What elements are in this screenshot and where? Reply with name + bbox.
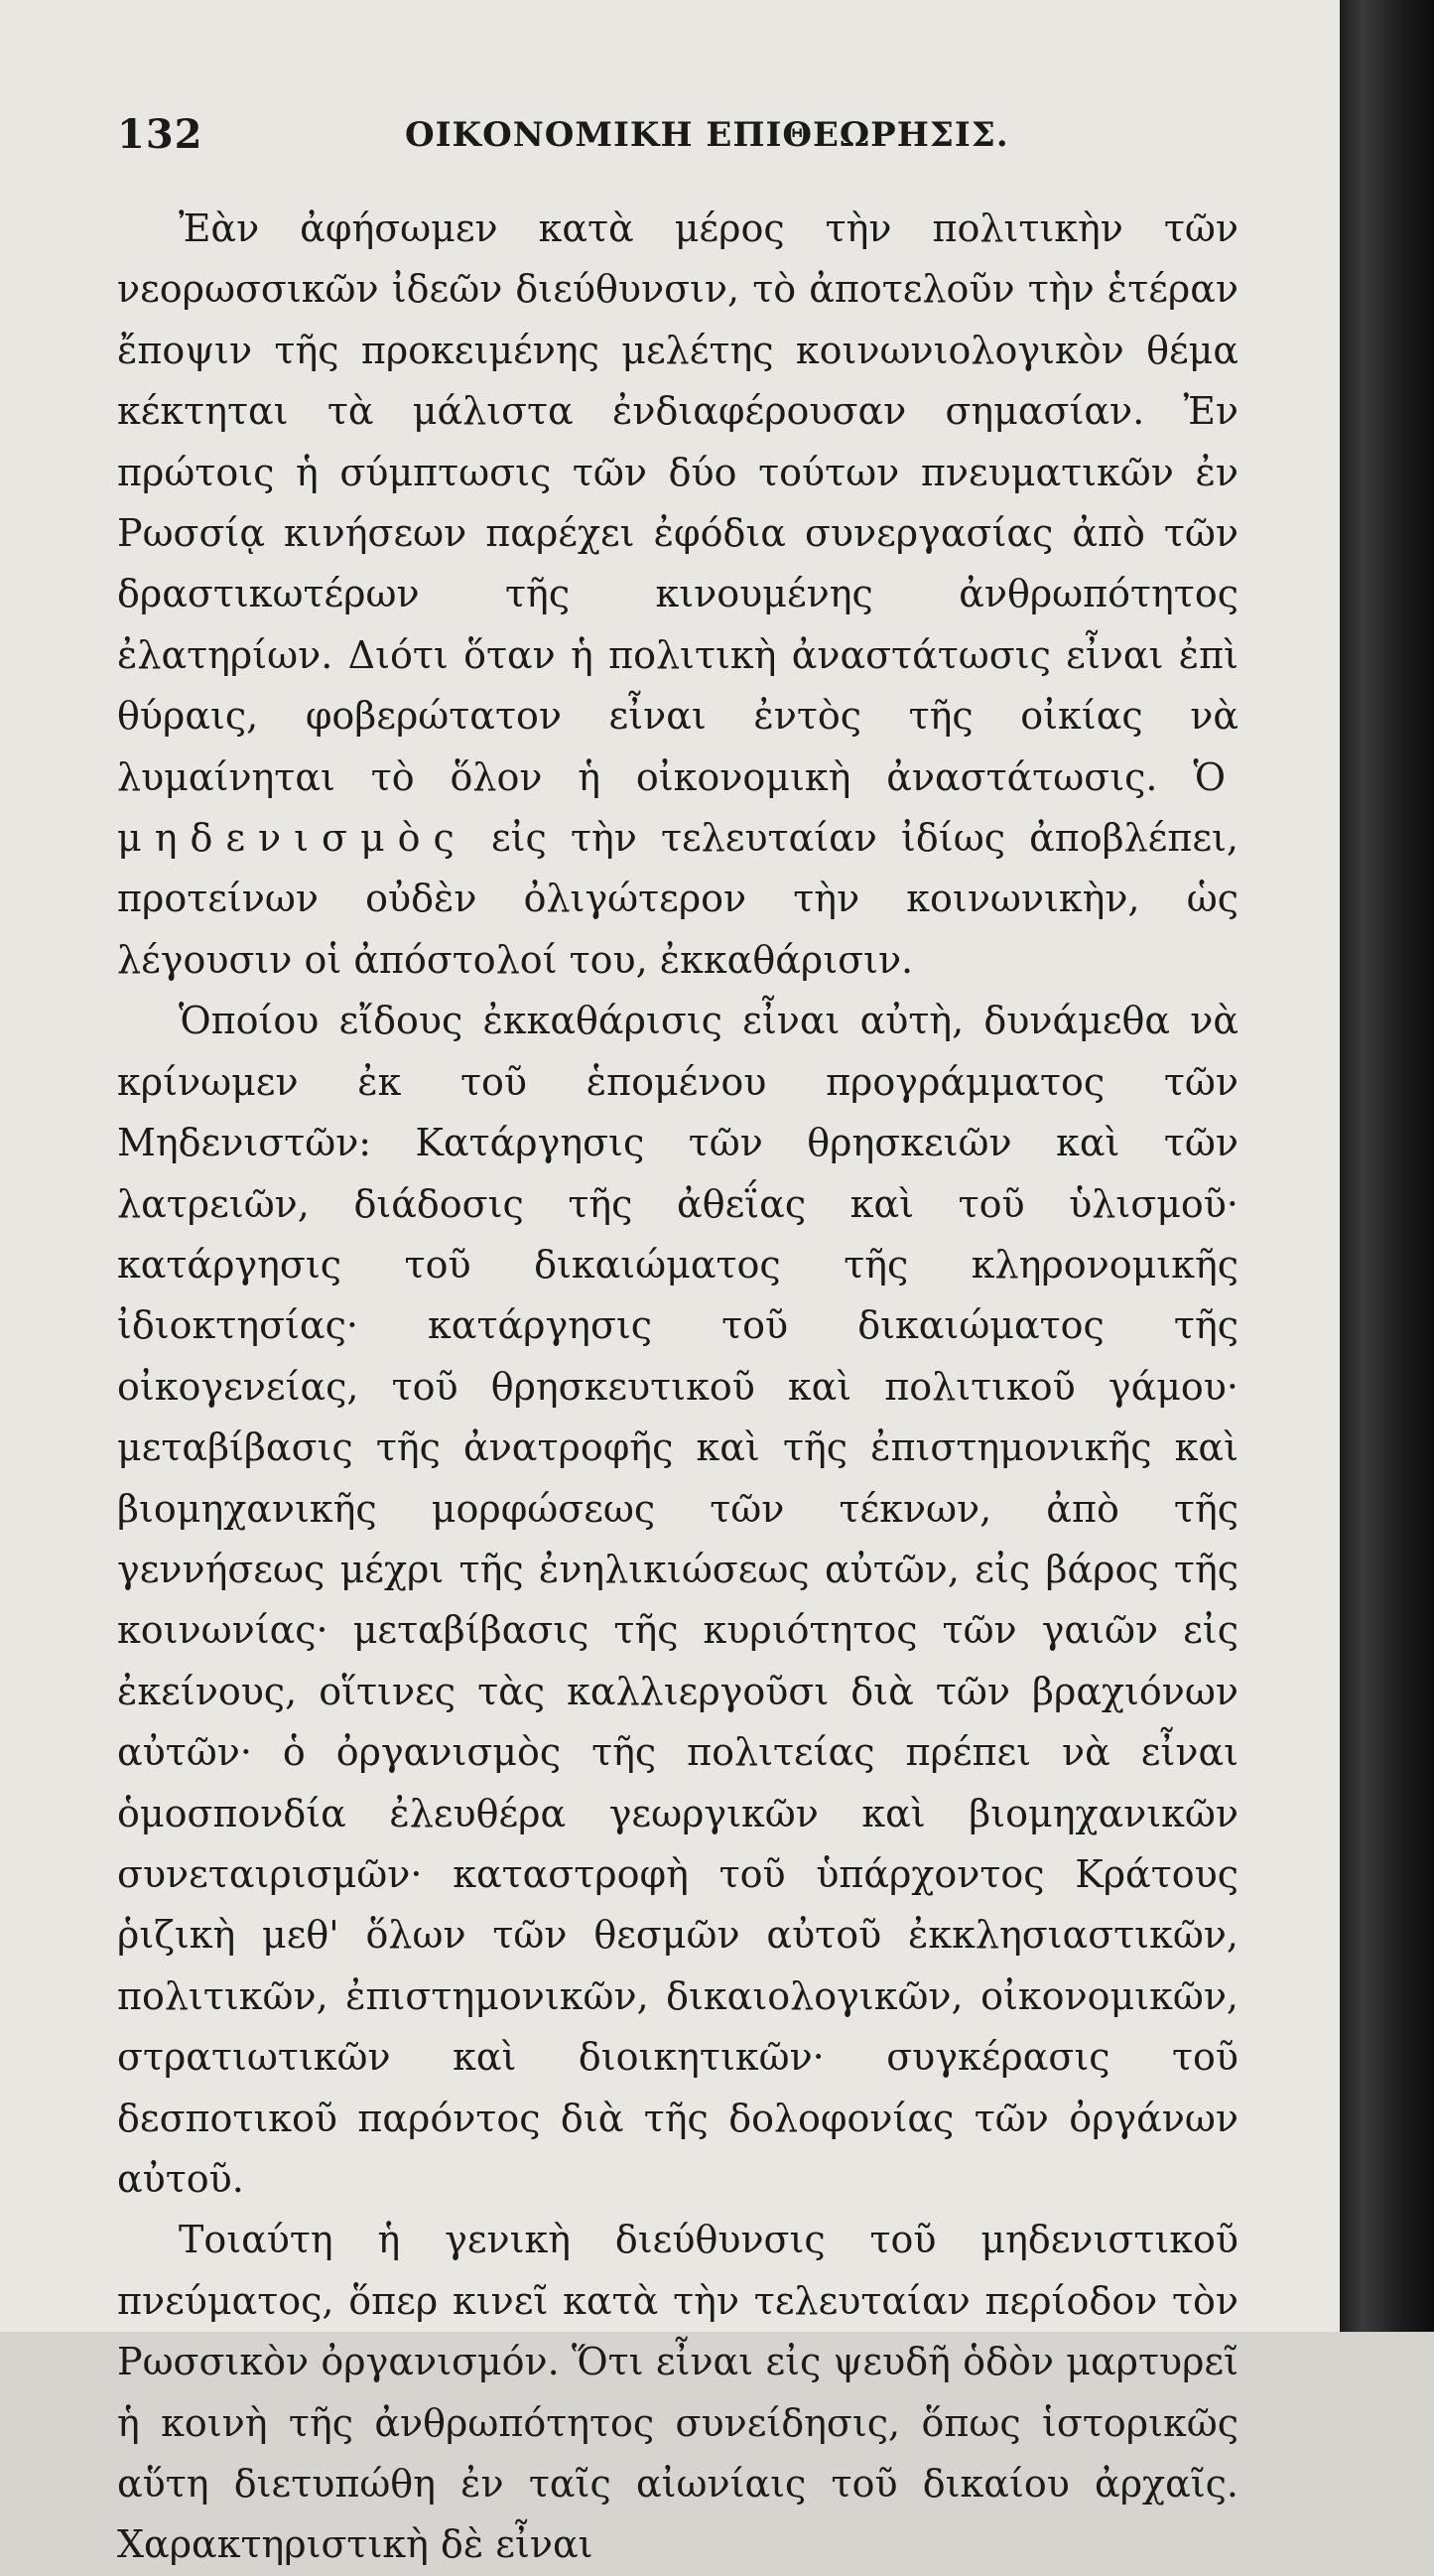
spaced-term: Ὁ μηδενισμὸς	[117, 754, 1238, 861]
paragraph-2: Ὁποίου εἴδους ἐκκαθάρισις εἶναι αὐτὴ, δυνάμεθα νὰ κρίνωμεν ἐκ τοῦ ἑπομένου προγράμματος τῶν Μηδενιστῶν: Κατάργησις τῶν θρησκειῶν καὶ τῶν λατρειῶν, διάδοσις τῆς ἀθεΐας καὶ τοῦ ὑλισμοῦ· κατάργησις τοῦ δικαιώματος τῆς κληρονομικῆς ἰδιοκτησίας· κατάργησις τοῦ δικαιώματος τῆς οἰκογενείας, τοῦ θρησκευτικοῦ καὶ πολιτικοῦ γάμου· μεταβίβασις τῆς ἀνατροφῆς καὶ τῆς ἐπιστημονικῆς καὶ βιομηχανικῆς μορφώσεως τῶν τέκνων, ἀπὸ τῆς γεννήσεως μέχρι τῆς ἐνηλικιώσεως αὐτῶν, εἰς βάρος τῆς κοινωνίας· μεταβίβασις τῆς κυριότητος τῶν γαιῶν εἰς ἐκείνους, οἵτινες τὰς καλλιεργοῦσι διὰ τῶν βραχιόνων αὐτῶν· ὁ ὀργανισμὸς τῆς πολιτείας πρέπει νὰ εἶναι ὁμοσπονδία ἐλευθέρα γεωργικῶν καὶ βιομηχανικῶν συνεταιρισμῶν· καταστροφὴ τοῦ ὑπάρχοντος Κράτους ῥιζικὴ μεθ' ὅλων τῶν θεσμῶν αὐτοῦ ἐκκλησιαστικῶν, πολιτικῶν, ἐπιστημονικῶν, δικαιολογικῶν, οἰκονομικῶν, στρατιωτικῶν καὶ διοικητικῶν· συγκέρασις τοῦ δεσποτικοῦ παρόντος διὰ τῆς δολοφονίας τῶν ὀργάνων αὐτοῦ.	[117, 999, 1238, 2201]
running-head	[117, 111, 1238, 171]
body-text	[117, 199, 1238, 2576]
paragraph-1	[117, 199, 1238, 991]
paragraph-3: Τοιαύτη ἡ γενικὴ διεύθυνσις τοῦ μηδενιστικοῦ πνεύματος, ὅπερ κινεῖ κατὰ τὴν τελευταίαν περίοδον τὸν Ρωσσικὸν ὀργανισμόν. Ὅτι εἶναι εἰς ψευδῆ ὁδὸν μαρτυρεῖ ἡ κοινὴ τῆς ἀνθρωπότητος συνείδησις, ὅπως ἱστορικῶς αὕτη διετυπώθη ἐν ταῖς αἰωνίαις τοῦ δικαίου ἀρχαῖς. Χαρακτηριστικὴ δὲ εἶναι	[117, 2218, 1238, 2567]
running-title: ΟΙΚΟΝΟΜΙΚΗ ΕΠΙΘΕΩΡΗΣΙΣ.	[405, 115, 1009, 155]
book-gutter-shadow	[1340, 0, 1434, 2332]
page-number: 132	[117, 111, 203, 158]
paragraph-1-text-cont: εἰς τὴν τελευταίαν ἰδίως ἀποβλέπει, προτείνων οὐδὲν ὀλιγώτερον τὴν κοινωνικὴν, ὡς λέγουσιν οἱ ἀπόστολοί του, ἐκκαθάρισιν.	[117, 816, 1238, 982]
paragraph-1-text: Ἐὰν ἀφήσωμεν κατὰ μέρος τὴν πολιτικὴν τῶν νεορωσσικῶν ἰδεῶν διεύθυνσιν, τὸ ἀποτελοῦν τὴν ἑτέραν ἔποψιν τῆς προκειμένης μελέτης κοινωνιολογικὸν θέμα κέκτηται τὰ μάλιστα ἐνδιαφέρουσαν σημασίαν. Ἐν πρώτοις ἡ σύμπτωσις τῶν δύο τούτων πνευματικῶν ἐν Ρωσσίᾳ κινήσεων παρέχει ἐφόδια συνεργασίας ἀπὸ τῶν δραστικωτέρων τῆς κινουμένης ἀνθρωπότητος ἐλατηρίων. Διότι ὅταν ἡ πολιτικὴ ἀναστάτωσις εἶναι ἐπὶ θύραις, φοβερώτατον εἶναι ἐντὸς τῆς οἰκίας νὰ λυμαίνηται τὸ ὅλον ἡ οἰκονομικὴ ἀναστάτωσις.	[117, 206, 1238, 799]
